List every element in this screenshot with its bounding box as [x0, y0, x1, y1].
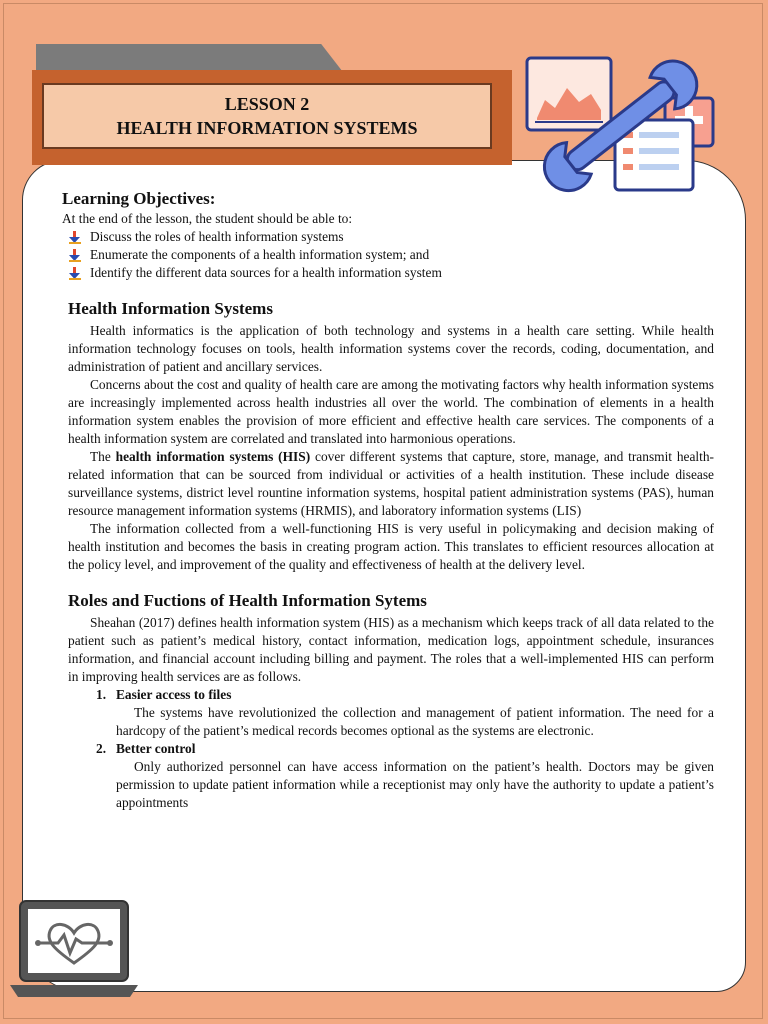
objective-text: Enumerate the components of a health information system; and [90, 247, 430, 262]
paragraph: Health informatics is the application of both technology and systems in a health care setting. While health information technology focuses on tools, health information systems cover the records, coding, documentation, and administration of patient and ancillary services. [68, 323, 714, 374]
wrench-documents-illustration [515, 40, 725, 200]
arrow-down-icon [68, 248, 82, 262]
numbered-item-body: The systems have revolutionized the collection and management of patient information. The need for a hardcopy of the patient’s medical records becomes optional as the systems are electronic. [116, 705, 714, 738]
section-health-information-systems [68, 298, 714, 574]
objective-item [62, 264, 714, 282]
section-heading: Roles and Fuctions of Health Information Sytems [68, 591, 427, 610]
objective-text: Discuss the roles of health information systems [90, 229, 344, 244]
objectives-list [62, 228, 714, 282]
lesson-number: LESSON 2 [224, 94, 310, 114]
item-title: Better control [116, 741, 196, 756]
section-heading: Health Information Systems [68, 299, 273, 318]
objectives-intro: At the end of the lesson, the student should be able to: [62, 211, 353, 226]
laptop-heart-icon [10, 897, 138, 1002]
paragraph-text: The [90, 449, 116, 464]
paragraph: Concerns about the cost and quality of health care are among the motivating factors why health information systems are increasingly implemented across health industries all over the world. The combination of elements in a health information system enables the provision of more efficient and effective health care services. The components of a health information system are correlated and translated into harmonious operations. [68, 377, 714, 446]
title-inner [42, 83, 492, 149]
numbered-item-title [96, 740, 714, 758]
item-number: 1. [96, 687, 107, 702]
numbered-item [96, 740, 714, 812]
paragraph: Sheahan (2017) defines health information system (HIS) as a mechanism which keeps track of all data related to the patient such as patient’s medical history, contact information, medication logs, appointment schedule, insurances information, and financial account including billing and payment. The roles that a well-implemented HIS can perform in improving health services are as follows. [68, 615, 714, 684]
bold-term: health information systems (HIS) [115, 449, 311, 464]
arrow-down-icon [68, 266, 82, 280]
objectives-heading: Learning Objectives: [62, 189, 216, 208]
item-title: Easier access to files [116, 687, 232, 702]
numbered-item-title [96, 686, 714, 704]
objective-item [62, 246, 714, 264]
paragraph [68, 448, 714, 520]
section-roles-functions [68, 590, 714, 812]
lesson-content [62, 188, 714, 812]
paragraph-text: cover different systems that capture, store, manage, and transmit health-related information that can be sourced from individual or activities of a health institution. These include disease surveillance systems, district level rountine information systems, hospital patient administration systems (PAS), human resource management information systems (HRMIS), and laboratory information systems (LIS) [68, 449, 715, 518]
numbered-item [96, 686, 714, 740]
arrow-down-icon [68, 230, 82, 244]
objective-text: Identify the different data sources for a health information system [90, 265, 442, 280]
title-banner [32, 70, 512, 165]
objective-item [62, 228, 714, 246]
paragraph: The information collected from a well-functioning HIS is very useful in policymaking and decision making of health institution and becomes the basis in creating program action. This translates to efficient resources allocation at the policy level, and improvement of the quality and effectiveness of health at the delivery level. [68, 521, 714, 572]
numbered-item-body: Only authorized personnel can have access information on the patient’s health. Doctors may be given permission to update patient information while a receptionist may only have the authority to update a patient’s appointments [116, 759, 714, 810]
item-number: 2. [96, 741, 107, 756]
page-title: HEALTH INFORMATION SYSTEMS [116, 118, 418, 138]
